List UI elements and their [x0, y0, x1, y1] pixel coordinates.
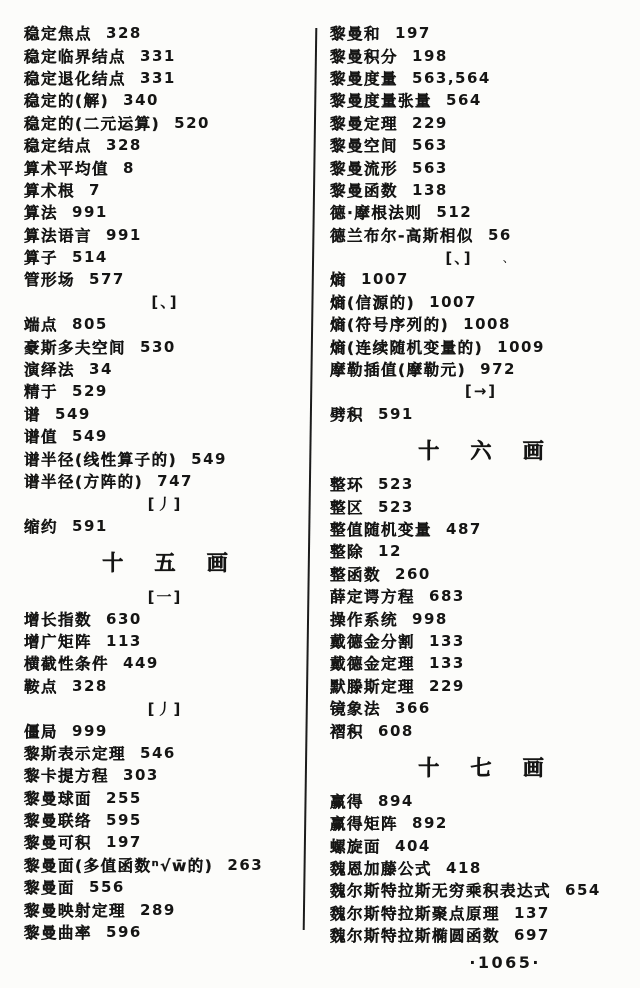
index-entry	[24, 268, 306, 290]
right-column	[330, 22, 632, 946]
entry-page-number: 263	[227, 855, 264, 874]
index-entry	[330, 563, 632, 585]
entry-page-number: 133	[429, 631, 465, 650]
entry-term: 算术根	[24, 181, 76, 200]
entry-page-number: 366	[395, 699, 431, 718]
index-entry	[24, 67, 306, 89]
index-entry	[24, 425, 306, 447]
entry-page-number: 894	[378, 791, 414, 810]
entry-page-number: 197	[395, 24, 431, 43]
index-entry	[24, 898, 306, 920]
index-entry	[24, 607, 306, 629]
index-entry	[24, 652, 306, 674]
index-entry	[24, 876, 306, 898]
index-entry	[24, 134, 306, 156]
entry-term: 算子	[24, 249, 59, 268]
entry-page-number: 591	[72, 516, 108, 535]
index-entry	[330, 607, 632, 629]
entry-term: 端点	[24, 316, 59, 335]
entry-term: 谱半径(线性算子的)	[24, 450, 178, 469]
entry-term: 黎曼面(多值函数ⁿ√w̄的)	[24, 856, 214, 875]
entry-term: 薛定谔方程	[330, 588, 416, 607]
entry-page-number: 7	[89, 180, 101, 199]
entry-term: 魏尔斯特拉斯无穷乘积表达式	[330, 882, 552, 901]
entry-term: 德·摩根法则	[330, 204, 423, 223]
index-entry	[330, 630, 632, 652]
index-entry	[330, 134, 632, 156]
entry-term: 戴德金分割	[330, 632, 416, 651]
entry-page-number: 556	[89, 878, 125, 897]
index-entry	[330, 112, 632, 134]
entry-page-number: 331	[140, 46, 176, 65]
entry-page-number: 892	[412, 814, 448, 833]
entry-term: 黎卡提方程	[24, 767, 110, 786]
index-entry	[24, 358, 306, 380]
entry-term: 谱值	[24, 428, 59, 447]
index-entry	[330, 201, 632, 223]
entry-term: 戴德金定理	[330, 655, 416, 674]
index-entry	[330, 473, 632, 495]
index-entry	[330, 540, 632, 562]
entry-term: 整除	[330, 543, 365, 562]
entry-page-number: 697	[514, 926, 550, 945]
entry-page-number: 229	[412, 113, 448, 132]
entry-page-number: 328	[106, 136, 142, 155]
print-speck: 、	[502, 250, 517, 265]
stroke-marker-label: [→]	[464, 382, 498, 401]
index-entry	[330, 89, 632, 111]
entry-page-number: 1007	[429, 292, 477, 311]
index-entry	[330, 652, 632, 674]
entry-page-number: 328	[106, 24, 142, 43]
index-entry	[330, 268, 632, 290]
index-entry	[24, 156, 306, 178]
entry-term: 僵局	[24, 722, 59, 741]
index-entry	[330, 495, 632, 517]
stroke-marker-label: [丿]	[147, 699, 183, 718]
entry-page-number: 595	[106, 811, 142, 830]
index-entry	[330, 719, 632, 741]
entry-term: 稳定临界结点	[24, 47, 127, 66]
entry-page-number: 512	[436, 203, 473, 222]
entry-term: 横截性条件	[24, 655, 110, 674]
entry-page-number: 138	[412, 180, 448, 199]
stroke-marker-label: [、]	[445, 248, 473, 267]
index-entry	[24, 112, 306, 134]
index-entry	[330, 835, 632, 857]
entry-page-number: 546	[140, 743, 176, 762]
entry-term: 熵	[330, 271, 348, 290]
entry-page-number: 12	[378, 542, 402, 561]
entry-term: 黎曼流形	[330, 159, 399, 178]
section-header-label: 十 七 画	[418, 755, 544, 780]
entry-term: 黎曼度量张量	[330, 92, 433, 111]
entry-page-number: 113	[106, 631, 142, 650]
page-number: ·1065·	[469, 953, 541, 972]
entry-page-number: 8	[123, 158, 135, 177]
entry-page-number: 340	[123, 91, 159, 110]
entry-page-number: 449	[123, 654, 159, 673]
section-header-label: 十 五 画	[102, 550, 228, 575]
entry-page-number: 289	[140, 900, 176, 919]
entry-term: 黎曼面	[24, 879, 76, 898]
index-entry	[330, 22, 632, 44]
entry-page-number: 654	[565, 881, 601, 900]
index-entry	[330, 924, 632, 946]
entry-page-number: 530	[140, 337, 176, 356]
entry-page-number: 418	[446, 859, 482, 878]
stroke-section-marker	[24, 585, 306, 607]
entry-term: 黎曼曲率	[24, 924, 93, 943]
entry-page-number: 404	[395, 836, 431, 855]
entry-term: 黎曼空间	[330, 137, 399, 156]
index-entry	[24, 675, 306, 697]
entry-page-number: 683	[429, 587, 465, 606]
entry-term: 稳定结点	[24, 137, 93, 156]
index-entry	[24, 335, 306, 357]
entry-page-number: 260	[395, 564, 431, 583]
entry-term: 褶积	[330, 722, 365, 741]
entry-term: 默滕斯定理	[330, 677, 416, 696]
stroke-section-marker	[24, 291, 306, 313]
entry-term: 赢得矩阵	[330, 815, 399, 834]
entry-page-number: 563	[412, 136, 448, 155]
stroke-section-marker	[24, 697, 306, 719]
index-entry	[330, 358, 632, 380]
entry-term: 熵(符号序列的)	[330, 316, 450, 335]
stroke-marker-label: [丿]	[147, 494, 183, 513]
index-entry	[330, 585, 632, 607]
index-entry	[24, 224, 306, 246]
index-entry	[330, 812, 632, 834]
entry-term: 镜象法	[330, 700, 382, 719]
entry-page-number: 255	[106, 788, 142, 807]
entry-term: 黎曼联络	[24, 812, 93, 831]
entry-page-number: 56	[487, 225, 512, 244]
entry-page-number: 34	[89, 360, 113, 379]
entry-term: 德兰布尔-高斯相似	[330, 226, 474, 245]
index-entry	[24, 179, 306, 201]
entry-term: 黎曼球面	[24, 789, 93, 808]
entry-term: 黎曼函数	[330, 181, 399, 200]
entry-page-number: 563,564	[412, 68, 491, 87]
index-entry	[24, 22, 306, 44]
index-entry	[24, 447, 306, 469]
entry-page-number: 331	[140, 68, 176, 87]
entry-term: 黎曼可积	[24, 834, 93, 853]
index-entry	[330, 224, 632, 246]
index-entry	[330, 156, 632, 178]
entry-page-number: 563	[412, 158, 448, 177]
entry-term: 黎斯表示定理	[24, 744, 127, 763]
entry-term: 整函数	[330, 565, 382, 584]
index-entry	[330, 67, 632, 89]
entry-term: 整环	[330, 476, 365, 495]
entry-page-number: 1008	[463, 315, 511, 334]
index-entry	[24, 742, 306, 764]
entry-term: 精于	[24, 383, 59, 402]
entry-term: 算法	[24, 204, 59, 223]
entry-term: 熵(连续随机变量的)	[330, 338, 484, 357]
entry-term: 鞍点	[24, 677, 59, 696]
entry-page-number: 998	[412, 609, 448, 628]
entry-term: 算法语言	[24, 226, 93, 245]
stroke-section-marker	[330, 380, 632, 402]
entry-page-number: 529	[72, 382, 108, 401]
entry-term: 螺旋面	[330, 837, 382, 856]
entry-page-number: 1009	[497, 337, 545, 356]
entry-page-number: 549	[191, 449, 227, 468]
entry-page-number: 523	[378, 475, 414, 494]
entry-term: 操作系统	[330, 610, 399, 629]
entry-page-number: 630	[106, 609, 142, 628]
index-entry	[24, 921, 306, 943]
entry-term: 谱半径(方阵的)	[24, 473, 144, 491]
index-entry	[24, 515, 306, 537]
index-entry	[24, 44, 306, 66]
stroke-section-marker	[330, 246, 632, 268]
entry-page-number: 1007	[361, 270, 409, 289]
entry-term: 魏恩加藤公式	[330, 860, 433, 879]
entry-term: 劈积	[330, 405, 365, 424]
index-entry	[330, 857, 632, 879]
section-header-label: 十 六 画	[418, 439, 544, 464]
index-entry	[24, 89, 306, 111]
stroke-count-section-header	[330, 752, 632, 782]
entry-page-number: 591	[378, 404, 414, 423]
entry-term: 豪斯多夫空间	[24, 338, 127, 357]
entry-page-number: 549	[55, 404, 91, 423]
stroke-marker-label: [、]	[151, 293, 179, 312]
entry-page-number: 487	[446, 520, 482, 538]
entry-term: 赢得	[330, 792, 365, 811]
entry-term: 稳定的(解)	[24, 92, 110, 111]
stroke-count-section-header	[330, 435, 632, 465]
index-entry	[24, 313, 306, 335]
index-entry	[24, 719, 306, 741]
entry-page-number: 805	[72, 315, 108, 334]
index-entry	[330, 879, 632, 901]
entry-page-number: 972	[480, 360, 516, 379]
entry-term: 黎曼积分	[330, 47, 399, 66]
index-entry	[330, 675, 632, 697]
entry-term: 稳定的(二元运算)	[24, 114, 161, 133]
index-entry	[24, 470, 306, 492]
index-entry	[330, 179, 632, 201]
entry-page-number: 303	[123, 766, 159, 785]
entry-term: 谱	[24, 405, 42, 424]
entry-page-number: 328	[72, 676, 108, 695]
entry-page-number: 133	[429, 654, 465, 673]
entry-page-number: 137	[514, 903, 550, 922]
entry-page-number: 197	[106, 833, 142, 852]
entry-term: 黎曼映射定理	[24, 901, 127, 920]
entry-page-number: 523	[378, 497, 414, 516]
entry-page-number: 991	[72, 203, 108, 222]
stroke-section-marker	[24, 492, 306, 514]
index-entry	[24, 630, 306, 652]
index-entry	[24, 854, 306, 876]
entry-term: 稳定退化结点	[24, 69, 127, 88]
entry-term: 摩勒插值(摩勒元)	[330, 361, 467, 380]
entry-page-number: 198	[412, 46, 448, 65]
entry-term: 魏尔斯特拉斯聚点原理	[330, 904, 501, 923]
index-entry	[24, 403, 306, 425]
index-entry	[24, 809, 306, 831]
index-entry	[24, 246, 306, 268]
index-entry	[330, 518, 632, 540]
entry-term: 增广矩阵	[24, 632, 93, 651]
index-entry	[24, 831, 306, 853]
index-entry	[24, 201, 306, 223]
index-entry	[330, 902, 632, 924]
entry-page-number: 991	[106, 225, 142, 244]
entry-page-number: 596	[106, 923, 142, 942]
entry-page-number: 999	[72, 721, 108, 740]
entry-term: 黎曼和	[330, 25, 382, 44]
entry-term: 增长指数	[24, 610, 93, 629]
entry-term: 魏尔斯特拉斯椭圆函数	[330, 927, 501, 946]
entry-page-number: 747	[157, 472, 193, 490]
entry-term: 管形场	[24, 271, 76, 290]
index-entry	[24, 787, 306, 809]
index-entry	[330, 697, 632, 719]
entry-page-number: 577	[89, 270, 125, 289]
index-entry	[330, 313, 632, 335]
entry-page-number: 520	[174, 113, 210, 132]
entry-term: 演绎法	[24, 361, 76, 380]
index-entry	[330, 335, 632, 357]
entry-term: 缩约	[24, 517, 59, 536]
entry-term: 黎曼定理	[330, 114, 399, 133]
index-entry	[330, 403, 632, 425]
entry-term: 算术平均值	[24, 159, 110, 178]
entry-term: 熵(信源的)	[330, 293, 416, 312]
entry-term: 黎曼度量	[330, 69, 399, 88]
index-entry	[330, 44, 632, 66]
entry-page-number: 229	[429, 676, 465, 695]
left-column	[24, 22, 306, 943]
index-entry	[24, 380, 306, 402]
entry-term: 整值随机变量	[330, 521, 433, 539]
index-entry	[330, 291, 632, 313]
stroke-marker-label: [一]	[147, 587, 183, 606]
entry-term: 整区	[330, 498, 365, 517]
entry-page-number: 608	[378, 721, 414, 740]
entry-page-number: 549	[72, 427, 108, 446]
index-entry	[24, 764, 306, 786]
index-entry	[330, 790, 632, 812]
entry-page-number: 514	[72, 248, 108, 267]
entry-page-number: 564	[446, 91, 482, 110]
stroke-count-section-header	[24, 547, 306, 577]
entry-term: 稳定焦点	[24, 25, 93, 44]
